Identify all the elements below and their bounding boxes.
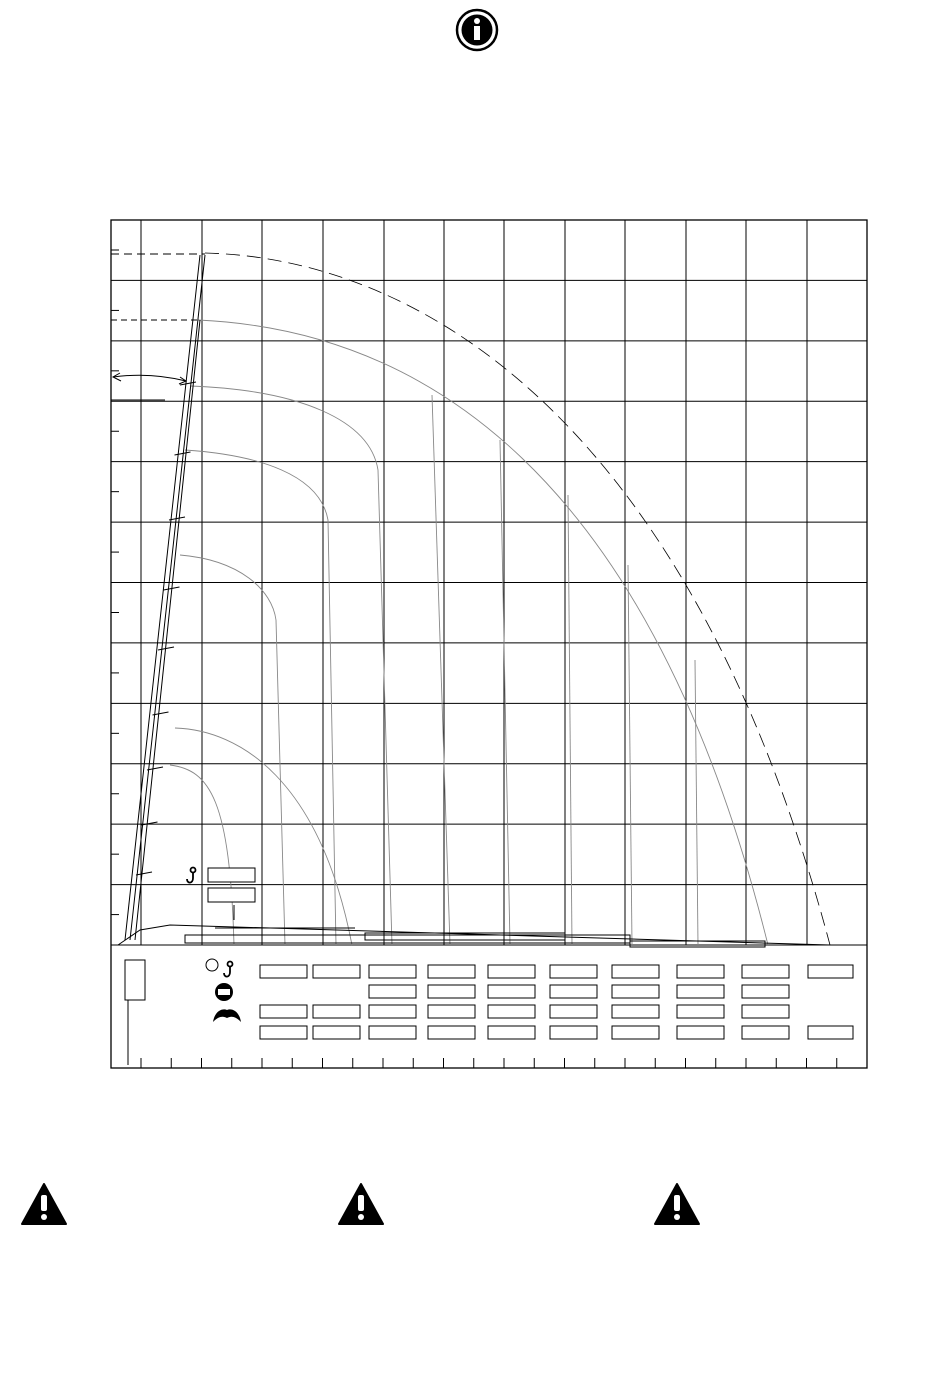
load-value-box <box>612 985 659 998</box>
boom-section <box>630 941 765 947</box>
load-value-box <box>677 1005 724 1018</box>
load-value-box <box>428 985 475 998</box>
load-value-box <box>260 965 307 978</box>
load-value-box <box>550 985 597 998</box>
crane-hook-icon <box>187 868 196 883</box>
load-value-box <box>550 1005 597 1018</box>
crane-column <box>125 960 145 1065</box>
crane-hook-icon <box>224 962 233 977</box>
load-value-box <box>369 965 416 978</box>
warning-triangle-icon <box>653 1182 701 1226</box>
clamshell-grab-icon <box>213 1009 241 1022</box>
boom-pivot <box>206 959 218 971</box>
load-value-box <box>313 1026 360 1039</box>
load-value-box <box>808 965 853 978</box>
load-value-box <box>369 1026 416 1039</box>
load-value-box <box>488 985 535 998</box>
load-value-box <box>550 1026 597 1039</box>
load-curve <box>432 395 450 945</box>
boom-joint <box>175 452 191 455</box>
load-curve <box>628 565 632 945</box>
hook-weight-box <box>208 888 255 902</box>
load-curve <box>198 320 768 945</box>
load-value-box <box>260 1005 307 1018</box>
boom-section <box>185 935 630 943</box>
load-value-box <box>808 1026 853 1039</box>
load-value-box <box>550 965 597 978</box>
load-value-box <box>369 1005 416 1018</box>
warning-triangle-icon <box>20 1182 68 1226</box>
load-value-box <box>260 1026 307 1039</box>
load-value-box <box>488 965 535 978</box>
load-value-box <box>428 1026 475 1039</box>
load-curves <box>170 320 768 945</box>
warning-triangle-icon <box>337 1182 385 1226</box>
load-value-box <box>677 1026 724 1039</box>
load-curve <box>695 660 698 945</box>
boom-joint <box>147 767 163 770</box>
load-value-box <box>369 985 416 998</box>
hook-weight-box <box>208 868 255 882</box>
load-curve <box>190 386 392 945</box>
label-boxes <box>208 868 853 1039</box>
crane-boom <box>118 255 830 1065</box>
load-value-box <box>488 1005 535 1018</box>
angle-arrow <box>113 375 186 381</box>
boom-joint <box>136 872 152 875</box>
load-value-box <box>677 985 724 998</box>
load-curve <box>500 440 510 945</box>
load-value-box <box>612 1005 659 1018</box>
load-value-box <box>313 965 360 978</box>
load-value-box <box>742 985 789 998</box>
load-value-box <box>742 965 789 978</box>
load-value-box <box>488 1026 535 1039</box>
boom-vertical <box>125 255 205 940</box>
load-value-box <box>612 965 659 978</box>
load-value-box <box>742 1026 789 1039</box>
load-value-box <box>428 965 475 978</box>
max-reach-envelope <box>205 253 830 945</box>
load-value-box <box>612 1026 659 1039</box>
load-value-box <box>677 965 724 978</box>
height-dimension-marks <box>111 253 830 945</box>
rotator-icon <box>215 983 233 1001</box>
load-value-box <box>742 1005 789 1018</box>
load-curve <box>568 495 572 945</box>
load-value-box <box>313 1005 360 1018</box>
load-curve <box>180 555 285 945</box>
load-value-box <box>428 1005 475 1018</box>
